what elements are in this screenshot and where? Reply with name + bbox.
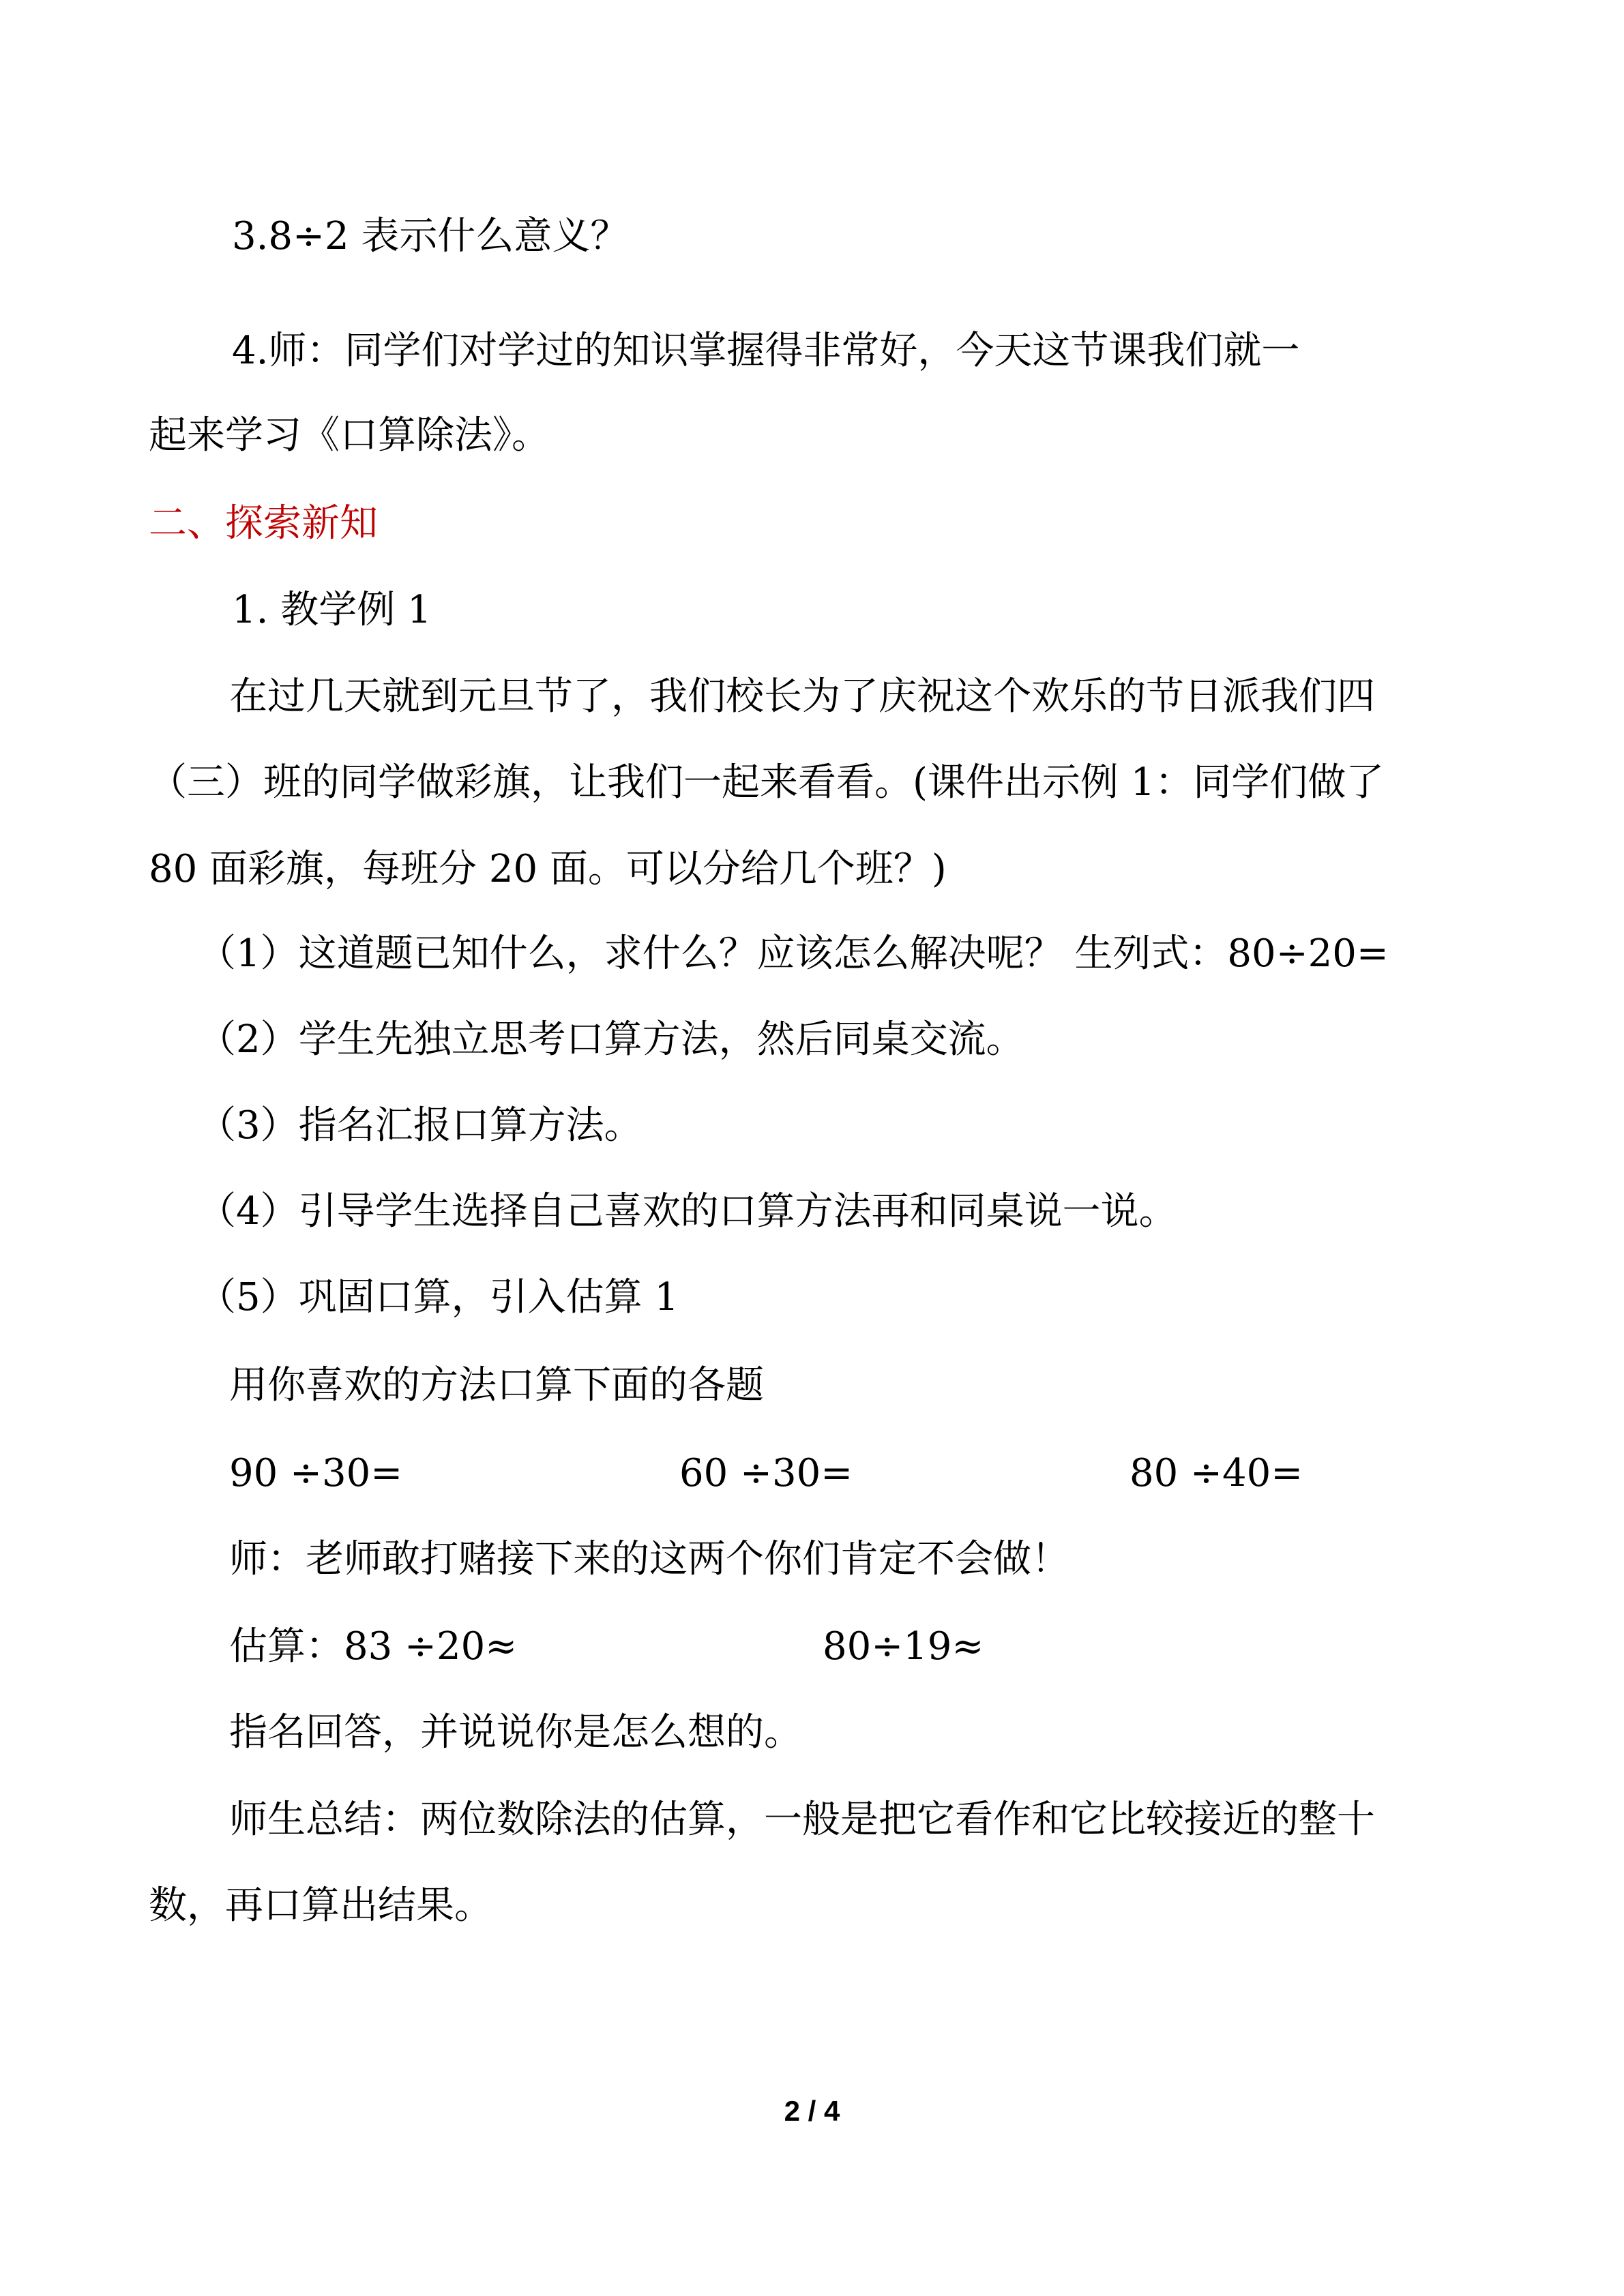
estimate-item-2: 80÷19≈ <box>823 1624 984 1669</box>
teacher-challenge-line: 师：老师敢打赌接下来的这两个你们肯定不会做！ <box>229 1537 1069 1581</box>
practice-item-3: 80 ÷40= <box>1130 1451 1303 1495</box>
step-5: （5）巩固口算，引入估算 1 <box>198 1275 679 1320</box>
summary-line-2: 数，再口算出结果。 <box>149 1883 492 1928</box>
teacher-intro-line: 4.师：同学们对学过的知识掌握得非常好，今天这节课我们就一 <box>232 329 1300 373</box>
practice-item-1: 90 ÷30= <box>229 1451 403 1495</box>
example-paragraph-line-2: （三）班的同学做彩旗，让我们一起来看看。(课件出示例 1：同学们做了 <box>149 760 1385 805</box>
example-paragraph-line-1: 在过几天就到元旦节了，我们校长为了庆祝这个欢乐的节日派我们四 <box>229 674 1375 719</box>
example-title: 1. 教学例 1 <box>232 588 432 632</box>
step-4: （4）引导学生选择自己喜欢的口算方法再和同桌说一说。 <box>198 1189 1177 1234</box>
step-1: （1）这道题已知什么，求什么？应该怎么解决呢？ 生列式：80÷20= <box>198 931 1389 976</box>
section-heading: 二、探索新知 <box>149 501 378 546</box>
summary-line-1: 师生总结：两位数除法的估算，一般是把它看作和它比较接近的整十 <box>229 1798 1375 1842</box>
step-2: （2）学生先独立思考口算方法，然后同桌交流。 <box>198 1017 1024 1062</box>
teacher-intro-continuation: 起来学习《口算除法》。 <box>149 413 550 458</box>
practice-intro: 用你喜欢的方法口算下面的各题 <box>229 1363 764 1407</box>
example-paragraph-line-3: 80 面彩旗，每班分 20 面。可以分给几个班？) <box>149 847 947 891</box>
estimate-item-1: 估算：83 ÷20≈ <box>229 1624 518 1669</box>
question-line-3: 3.8÷2 表示什么意义？ <box>232 214 629 258</box>
answer-line: 指名回答，并说说你是怎么想的。 <box>229 1710 802 1755</box>
page-number: 2 / 4 <box>784 2095 840 2127</box>
practice-item-2: 60 ÷30= <box>679 1451 853 1495</box>
step-3: （3）指名汇报口算方法。 <box>198 1103 643 1148</box>
